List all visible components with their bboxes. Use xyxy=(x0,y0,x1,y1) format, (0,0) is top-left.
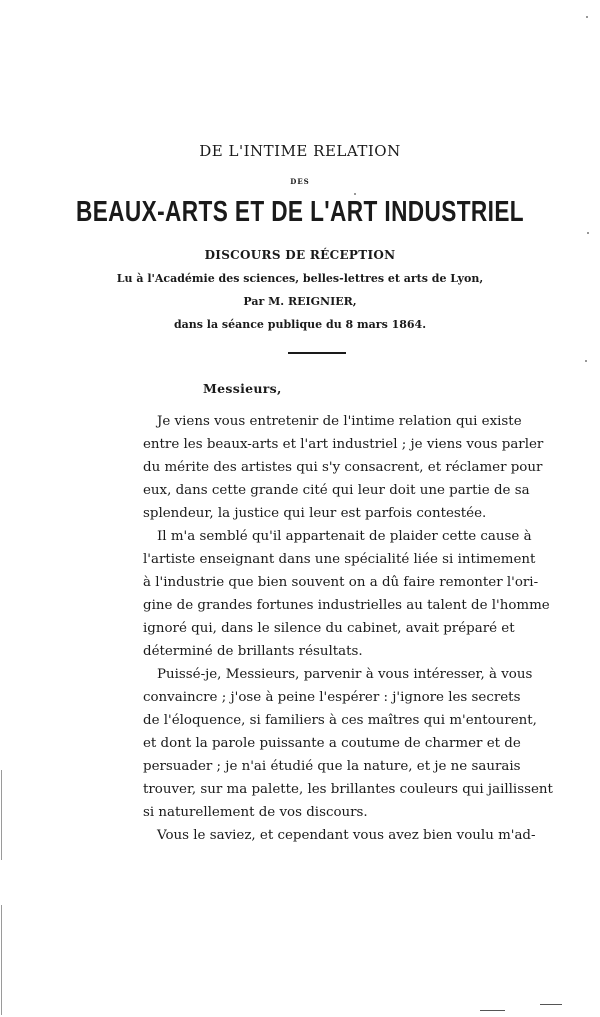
scan-mark xyxy=(540,1004,562,1005)
salutation: Messieurs, xyxy=(203,381,282,396)
text-line: si naturellement de vos discours. xyxy=(143,805,368,820)
text-line: ignoré qui, dans le silence du cabinet, avait préparé et xyxy=(143,621,515,636)
scan-speck xyxy=(586,16,588,18)
text-line: entre les beaux-arts et l'art industriel ; je viens vous parler xyxy=(143,437,544,452)
heading-des: DES xyxy=(290,177,310,186)
text-line: et dont la parole puissante a coutume de charmer et de xyxy=(143,736,521,751)
text-line: Vous le saviez, et cependant vous avez bien voulu m'ad- xyxy=(157,828,536,843)
text-line: trouver, sur ma palette, les brillantes couleurs qui jaillissent xyxy=(143,782,553,797)
text-line: gine de grandes fortunes industrielles au talent de l'homme xyxy=(143,598,550,613)
scan-speck xyxy=(585,360,587,362)
text-line: splendeur, la justice qui leur est parfois contestée. xyxy=(143,506,487,521)
section-rule xyxy=(288,352,346,354)
main-title: BEAUX-ARTS ET DE L'ART INDUSTRIEL xyxy=(75,196,525,228)
read-at-line: Lu à l'Académie des sciences, belles-lettres et arts de Lyon, xyxy=(116,272,484,285)
text-line: l'artiste enseignant dans une spécialité liée si intimement xyxy=(143,552,536,567)
session-line: dans la séance publique du 8 mars 1864. xyxy=(173,318,427,331)
heading-line-1: DE L'INTIME RELATION xyxy=(199,142,401,160)
text-line: Je viens vous entretenir de l'intime relation qui existe xyxy=(157,414,522,429)
left-edge-shadow xyxy=(1,770,2,860)
text-line: déterminé de brillants résultats. xyxy=(143,644,363,659)
text-line: du mérite des artistes qui s'y consacrent, et réclamer pour xyxy=(143,460,543,475)
text-line: Il m'a semblé qu'il appartenait de plaider cette cause à xyxy=(157,529,532,544)
text-line: de l'éloquence, si familiers à ces maîtres qui m'entourent, xyxy=(143,713,537,728)
text-line: à l'industrie que bien souvent on a dû faire remonter l'ori- xyxy=(143,575,539,590)
scan-speck xyxy=(587,232,589,234)
subtitle: DISCOURS DE RÉCEPTION xyxy=(204,248,396,262)
scan-mark xyxy=(480,1010,505,1011)
text-line: Puissé-je, Messieurs, parvenir à vous intéresser, à vous xyxy=(157,667,533,682)
text-line: eux, dans cette grande cité qui leur doit une partie de sa xyxy=(143,483,530,498)
body-text xyxy=(143,410,553,847)
text-line: convaincre ; j'ose à peine l'espérer : j'ignore les secrets xyxy=(143,690,521,705)
left-edge-shadow-lower xyxy=(1,905,2,1015)
scan-speck xyxy=(354,193,356,195)
author-line: Par M. REIGNIER, xyxy=(243,295,357,308)
text-line: persuader ; je n'ai étudié que la nature, et je ne saurais xyxy=(143,759,521,774)
